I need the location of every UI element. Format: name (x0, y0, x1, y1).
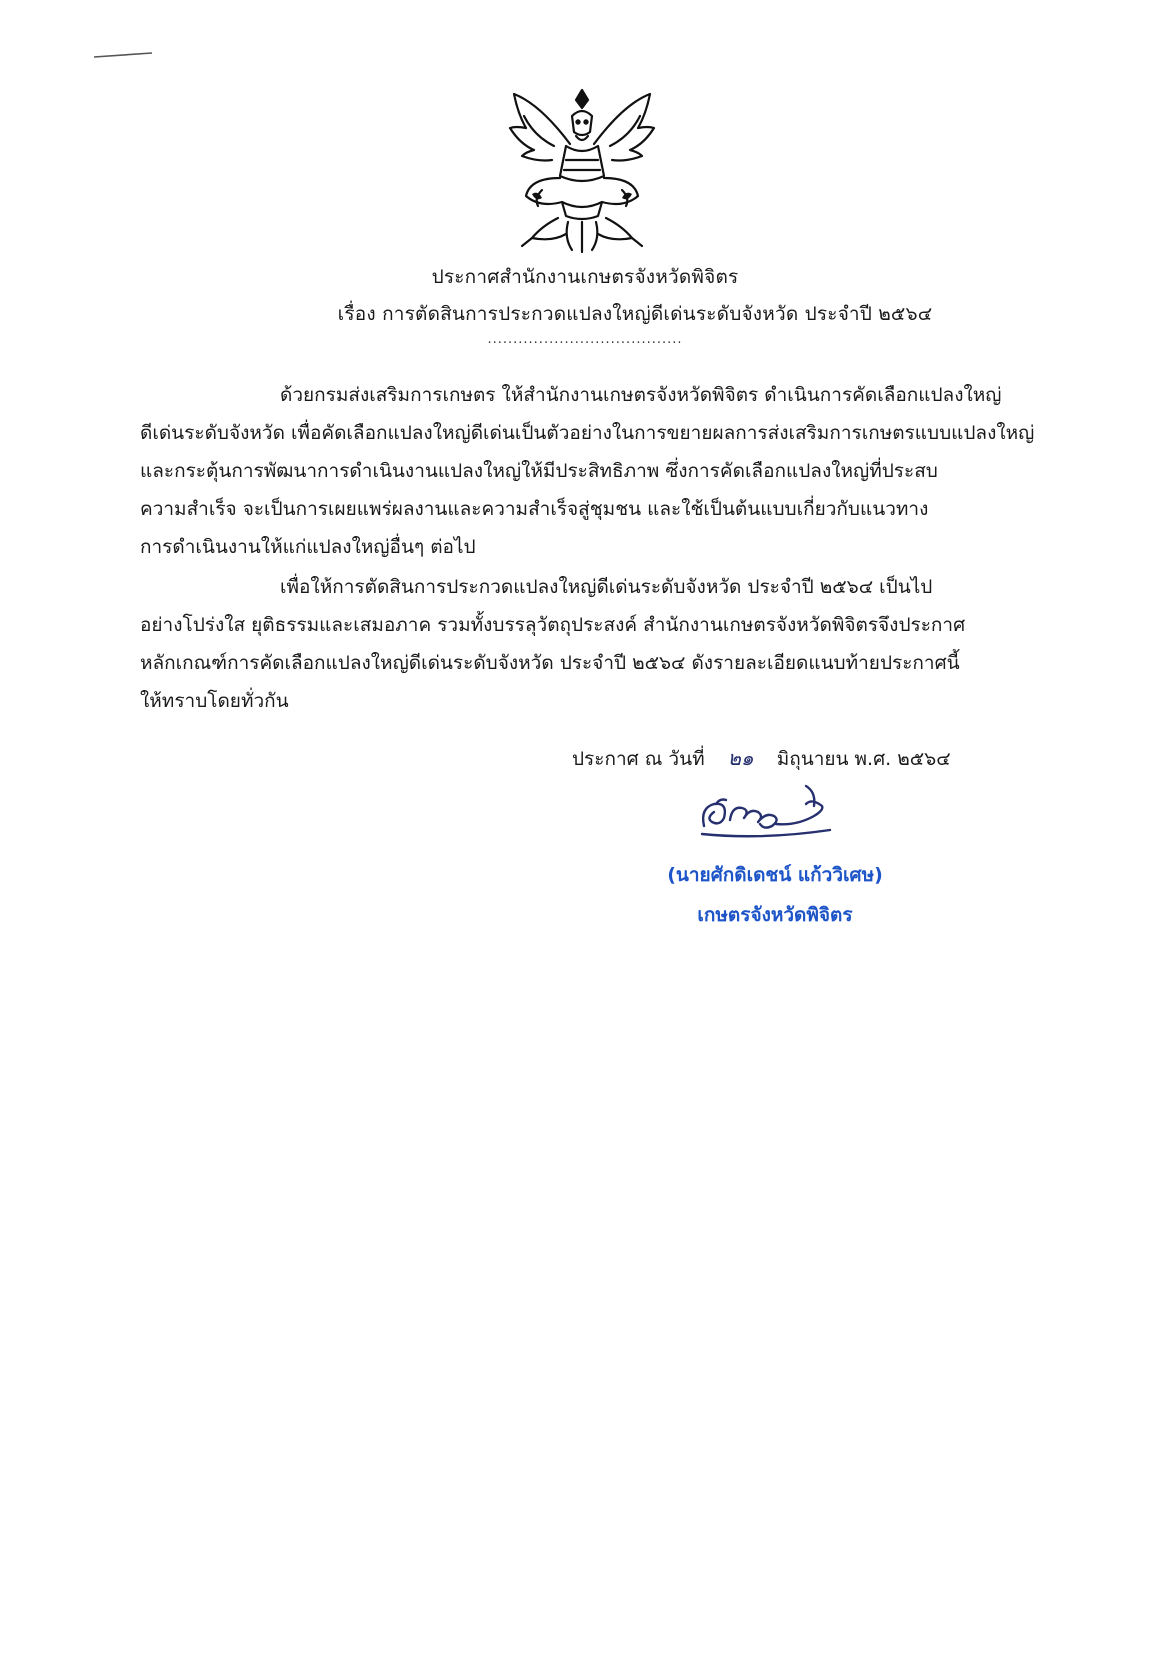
body-paragraph-2 (140, 568, 1040, 720)
document-subject: เรื่อง การตัดสินการประกวดแปลงใหญ่ดีเด่นระดับจังหวัด ประจำปี ๒๕๖๔ (337, 303, 933, 325)
paragraph-line: และกระตุ้นการพัฒนาการดำเนินงานแปลงใหญ่ให้มีประสิทธิภาพ ซึ่งการคัดเลือกแปลงใหญ่ที่ประสบ (140, 460, 938, 482)
signatory-name: (นายศักดิเดชน์ แก้ววิเศษ) (667, 864, 883, 886)
title-separator: ...................................... (487, 332, 683, 347)
garuda-emblem-icon (502, 86, 662, 256)
body-paragraph-1 (140, 376, 1040, 566)
document-title: ประกาศสำนักงานเกษตรจังหวัดพิจิตร (431, 266, 739, 288)
paragraph-line: หลักเกณฑ์การคัดเลือกแปลงใหญ่ดีเด่นระดับจังหวัด ประจำปี ๒๕๖๔ ดังรายละเอียดแนบท้ายประกาศนี้ (140, 652, 960, 674)
signatory-position: เกษตรจังหวัดพิจิตร (697, 904, 853, 926)
announcement-prefix: ประกาศ ณ วันที่ (572, 748, 705, 770)
announcement-month-year: มิถุนายน พ.ศ. ๒๕๖๔ (776, 748, 951, 770)
paragraph-line: การดำเนินงานให้แก่แปลงใหญ่อื่นๆ ต่อไป (140, 536, 476, 558)
paragraph-line: ความสำเร็จ จะเป็นการเผยแพร่ผลงานและความสำเร็จสู่ชุมชน และใช้เป็นต้นแบบเกี่ยวกับแนวทาง (140, 498, 929, 520)
paragraph-line: อย่างโปร่งใส ยุติธรรมและเสมอภาค รวมทั้งบรรลุวัตถุประสงค์ สำนักงานเกษตรจังหวัดพิจิตรจึงประกาศ (140, 614, 966, 636)
paragraph-line: ดีเด่นระดับจังหวัด เพื่อคัดเลือกแปลงใหญ่ดีเด่นเป็นตัวอย่างในการขยายผลการส่งเสริมการเกษตรแบบแปลงใหญ่ (140, 422, 1035, 444)
announcement-day: ๒๑ (727, 746, 754, 770)
handwritten-signature-icon (690, 776, 840, 848)
paragraph-line: ด้วยกรมส่งเสริมการเกษตร ให้สำนักงานเกษตรจังหวัดพิจิตร ดำเนินการคัดเลือกแปลงใหญ่ (280, 384, 1002, 406)
paragraph-line: ให้ทราบโดยทั่วกัน (140, 690, 289, 712)
paragraph-line: เพื่อให้การตัดสินการประกวดแปลงใหญ่ดีเด่นระดับจังหวัด ประจำปี ๒๕๖๔ เป็นไป (280, 576, 933, 598)
announcement-date (572, 742, 951, 774)
scan-mark (92, 52, 154, 58)
